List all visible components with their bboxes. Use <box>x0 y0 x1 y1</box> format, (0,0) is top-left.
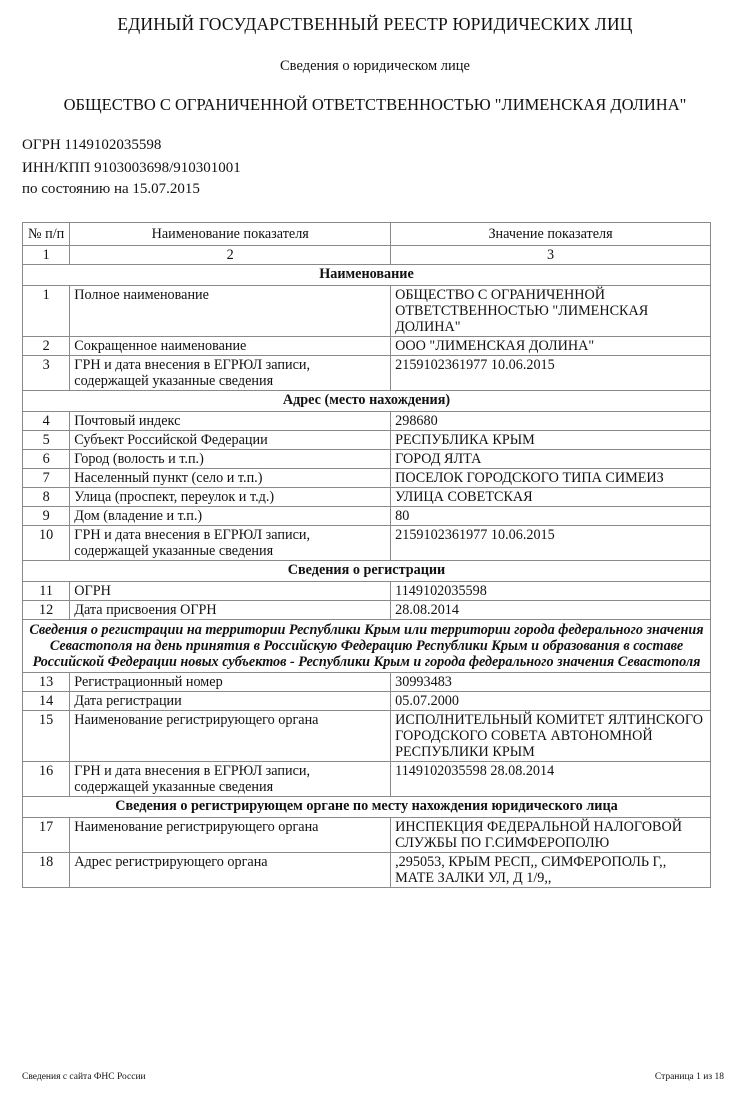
row-number: 6 <box>23 450 70 469</box>
row-indicator: ГРН и дата внесения в ЕГРЮЛ записи, содержащей указанные сведения <box>70 762 391 797</box>
section-header <box>23 391 711 412</box>
section-header <box>23 797 711 818</box>
row-value: 298680 <box>391 412 711 431</box>
row-value: 2159102361977 10.06.2015 <box>391 356 711 391</box>
as-of-date-line: по состоянию на 15.07.2015 <box>22 181 200 197</box>
row-value: ,295053, КРЫМ РЕСП,, СИМФЕРОПОЛЬ Г,, МАТЕ ЗАЛКИ УЛ, Д 1/9,, <box>391 853 711 888</box>
row-indicator: Регистрационный номер <box>70 673 391 692</box>
row-value: УЛИЦА СОВЕТСКАЯ <box>391 488 711 507</box>
row-value: ПОСЕЛОК ГОРОДСКОГО ТИПА СИМЕИЗ <box>391 469 711 488</box>
inn-kpp-line: ИНН/КПП 9103003698/910301001 <box>22 160 241 176</box>
row-number: 12 <box>23 601 70 620</box>
section-title: Адрес (место нахождения) <box>23 391 711 412</box>
row-indicator: Почтовый индекс <box>70 412 391 431</box>
table-row <box>23 450 711 469</box>
registry-table <box>22 222 711 888</box>
table-row <box>23 818 711 853</box>
header-indicator-value: Значение показателя <box>391 223 711 246</box>
row-number: 10 <box>23 526 70 561</box>
column-number: 1 <box>23 246 70 265</box>
row-indicator: ГРН и дата внесения в ЕГРЮЛ записи, содержащей указанные сведения <box>70 526 391 561</box>
table-header-row <box>23 223 711 246</box>
section-title: Сведения о регистрации на территории Республики Крым или территории города федерального значения Севастополя на день принятия в Российскую Федерацию Республики Крым и образования в составе Российской Федерации новых субъектов - Республики Крым и города федерального значения Севастополя <box>23 620 711 673</box>
table-row <box>23 488 711 507</box>
row-number: 18 <box>23 853 70 888</box>
row-number: 16 <box>23 762 70 797</box>
footer-source: Сведения с сайта ФНС России <box>22 1072 146 1082</box>
row-indicator: Наименование регистрирующего органа <box>70 818 391 853</box>
row-value: 05.07.2000 <box>391 692 711 711</box>
row-indicator: Сокращенное наименование <box>70 337 391 356</box>
row-number: 8 <box>23 488 70 507</box>
row-indicator: ОГРН <box>70 582 391 601</box>
row-number: 15 <box>23 711 70 762</box>
table-row <box>23 762 711 797</box>
row-value: 2159102361977 10.06.2015 <box>391 526 711 561</box>
table-row <box>23 337 711 356</box>
section-header <box>23 620 711 673</box>
column-number: 3 <box>391 246 711 265</box>
table-row <box>23 356 711 391</box>
table-row <box>23 582 711 601</box>
organization-name: ОБЩЕСТВО С ОГРАНИЧЕННОЙ ОТВЕТСТВЕННОСТЬЮ "ЛИМЕНСКАЯ ДОЛИНА" <box>63 95 687 114</box>
table-row <box>23 673 711 692</box>
row-number: 13 <box>23 673 70 692</box>
row-value: 1149102035598 <box>391 582 711 601</box>
row-value: ГОРОД ЯЛТА <box>391 450 711 469</box>
row-value: 28.08.2014 <box>391 601 711 620</box>
row-number: 3 <box>23 356 70 391</box>
row-value: 80 <box>391 507 711 526</box>
ogrn-line: ОГРН 1149102035598 <box>22 137 162 153</box>
row-indicator: Наименование регистрирующего органа <box>70 711 391 762</box>
row-number: 5 <box>23 431 70 450</box>
table-row <box>23 469 711 488</box>
header-number: № п/п <box>23 223 70 246</box>
table-row <box>23 853 711 888</box>
section-header <box>23 561 711 582</box>
header-indicator-name: Наименование показателя <box>70 223 391 246</box>
row-number: 9 <box>23 507 70 526</box>
section-header <box>23 265 711 286</box>
table-row <box>23 286 711 337</box>
row-indicator: Полное наименование <box>70 286 391 337</box>
table-row <box>23 412 711 431</box>
row-indicator: Субъект Российской Федерации <box>70 431 391 450</box>
row-number: 17 <box>23 818 70 853</box>
section-title: Сведения о регистрации <box>23 561 711 582</box>
row-indicator: Улица (проспект, переулок и т.д.) <box>70 488 391 507</box>
row-number: 7 <box>23 469 70 488</box>
table-row <box>23 711 711 762</box>
table-row <box>23 431 711 450</box>
row-indicator: Дата присвоения ОГРН <box>70 601 391 620</box>
row-value: ОБЩЕСТВО С ОГРАНИЧЕННОЙ ОТВЕТСТВЕННОСТЬЮ "ЛИМЕНСКАЯ ДОЛИНА" <box>391 286 711 337</box>
row-indicator: Населенный пункт (село и т.п.) <box>70 469 391 488</box>
row-indicator: Город (волость и т.п.) <box>70 450 391 469</box>
row-value: РЕСПУБЛИКА КРЫМ <box>391 431 711 450</box>
table-row <box>23 526 711 561</box>
document-title: ЕДИНЫЙ ГОСУДАРСТВЕННЫЙ РЕЕСТР ЮРИДИЧЕСКИХ ЛИЦ <box>117 14 633 34</box>
section-title: Наименование <box>23 265 711 286</box>
table-row <box>23 692 711 711</box>
column-number-row <box>23 246 711 265</box>
table-row <box>23 601 711 620</box>
row-number: 2 <box>23 337 70 356</box>
row-value: 1149102035598 28.08.2014 <box>391 762 711 797</box>
row-number: 4 <box>23 412 70 431</box>
row-value: ООО "ЛИМЕНСКАЯ ДОЛИНА" <box>391 337 711 356</box>
table-row <box>23 507 711 526</box>
row-indicator: Адрес регистрирующего органа <box>70 853 391 888</box>
row-indicator: Дата регистрации <box>70 692 391 711</box>
row-value: ИНСПЕКЦИЯ ФЕДЕРАЛЬНОЙ НАЛОГОВОЙ СЛУЖБЫ ПО Г.СИМФЕРОПОЛЮ <box>391 818 711 853</box>
row-number: 11 <box>23 582 70 601</box>
row-value: ИСПОЛНИТЕЛЬНЫЙ КОМИТЕТ ЯЛТИНСКОГО ГОРОДСКОГО СОВЕТА АВТОНОМНОЙ РЕСПУБЛИКИ КРЫМ <box>391 711 711 762</box>
row-indicator: ГРН и дата внесения в ЕГРЮЛ записи, содержащей указанные сведения <box>70 356 391 391</box>
row-value: 30993483 <box>391 673 711 692</box>
column-number: 2 <box>70 246 391 265</box>
row-number: 14 <box>23 692 70 711</box>
section-title: Сведения о регистрирующем органе по месту нахождения юридического лица <box>23 797 711 818</box>
document-subtitle: Сведения о юридическом лице <box>280 58 470 74</box>
row-indicator: Дом (владение и т.п.) <box>70 507 391 526</box>
footer-page-number: Страница 1 из 18 <box>654 1072 724 1082</box>
row-number: 1 <box>23 286 70 337</box>
